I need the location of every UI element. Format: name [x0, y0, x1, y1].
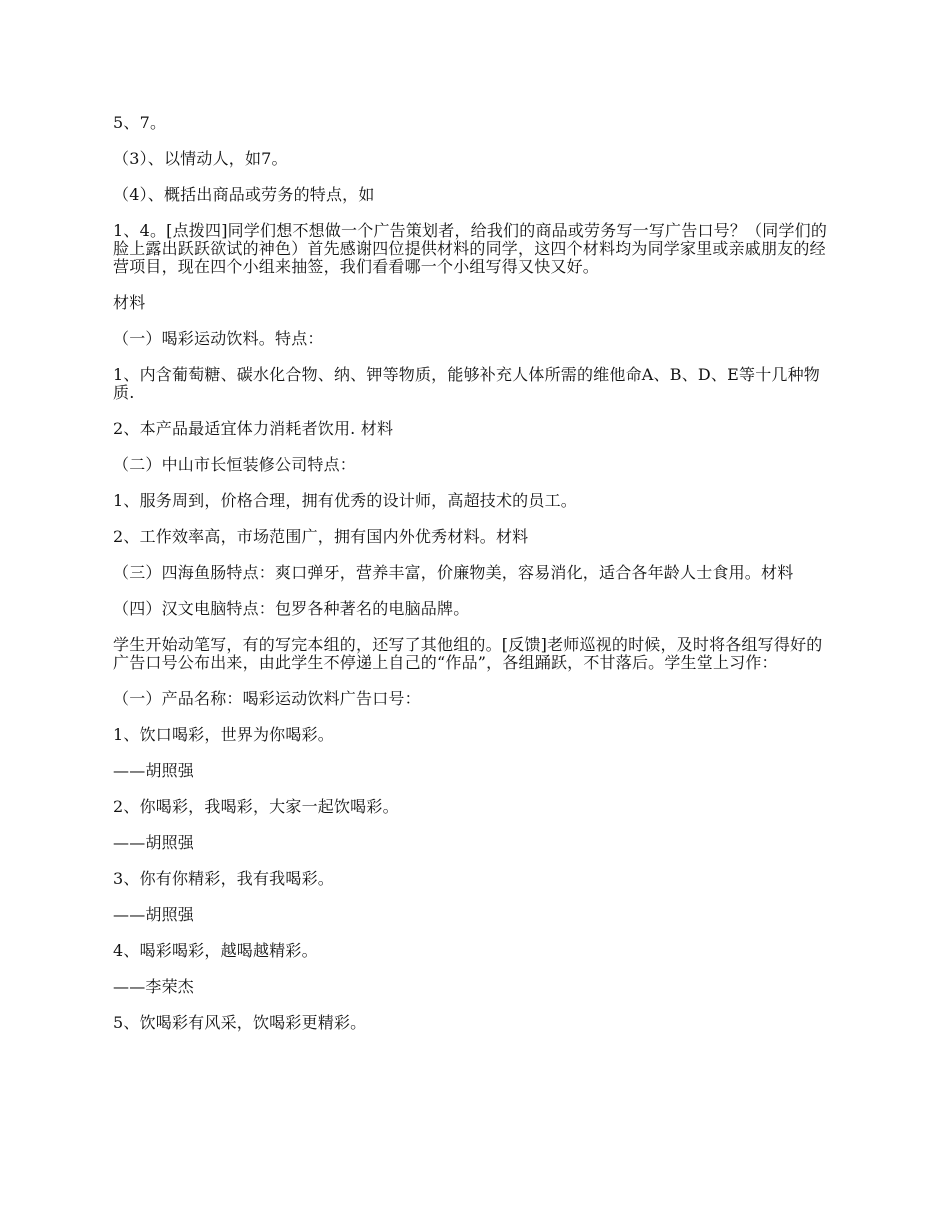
slogan-author: ——李荣杰	[113, 977, 195, 996]
paragraph: 1、服务周到，价格合理，拥有优秀的设计师，高超技术的员工。	[113, 491, 577, 510]
paragraph: 学生开始动笔写，有的写完本组的，还写了其他组的。[反馈]老师巡视的时候，及时将各组写得好的广告口号公布出来，由此学生不停递上自己的“作品”，各组踊跃，不甘落后。学生堂上习作：	[113, 635, 823, 672]
slogan-item: 2、你喝彩，我喝彩，大家一起饮喝彩。	[113, 797, 399, 816]
slogan-author: ——胡照强	[113, 905, 195, 924]
slogan-item: 4、喝彩喝彩，越喝越精彩。	[113, 941, 318, 960]
material-heading: （三）四海鱼肠特点：爽口弹牙，营养丰富，价廉物美，容易消化，适合各年龄人士食用。材料	[113, 563, 794, 582]
slogan-author: ——胡照强	[113, 833, 195, 852]
material-heading: （四）汉文电脑特点：包罗各种著名的电脑品牌。	[113, 599, 470, 618]
product-heading: （一）产品名称：喝彩运动饮料广告口号：	[113, 689, 421, 708]
paragraph: 1、4。[点拨四]同学们想不想做一个广告策划者，给我们的商品或劳务写一写广告口号？（同学们的脸上露出跃跃欲试的神色）首先感谢四位提供材料的同学，这四个材料均为同学家里或亲戚朋友的经营项目，现在四个小组来抽签，我们看看哪一个小组写得又快又好。	[113, 221, 828, 276]
paragraph: （4）、概括出商品或劳务的特点，如	[113, 185, 375, 204]
slogan-item: 1、饮口喝彩，世界为你喝彩。	[113, 725, 334, 744]
slogan-author: ——胡照强	[113, 761, 195, 780]
material-heading: （二）中山市长恒装修公司特点：	[113, 455, 357, 474]
document-body	[113, 114, 838, 1050]
paragraph: 2、本产品最适宜体力消耗者饮用. 材料	[113, 419, 394, 438]
paragraph: 1、内含葡萄糖、碳水化合物、纳、钾等物质，能够补充人体所需的维他命A、B、D、E等十几种物质.	[113, 365, 821, 402]
material-heading: （一）喝彩运动饮料。特点：	[113, 329, 324, 348]
paragraph: （3）、以情动人，如7。	[113, 149, 288, 168]
slogan-item: 5、饮喝彩有风采，饮喝彩更精彩。	[113, 1013, 367, 1032]
section-label: 材料	[113, 293, 146, 312]
paragraph: 5、7。	[113, 113, 167, 132]
slogan-item: 3、你有你精彩，我有我喝彩。	[113, 869, 334, 888]
paragraph: 2、工作效率高，市场范围广，拥有国内外优秀材料。材料	[113, 527, 529, 546]
